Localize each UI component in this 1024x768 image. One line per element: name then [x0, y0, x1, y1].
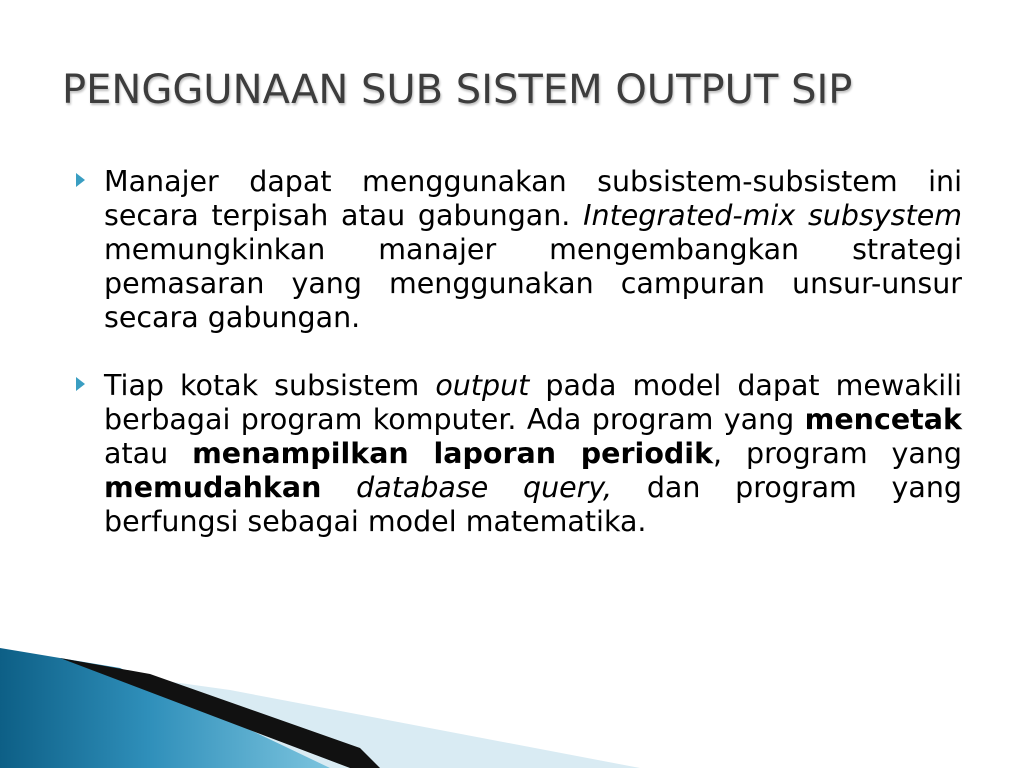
bullet-text-1 — [104, 165, 962, 335]
text-segment: database query, — [356, 471, 613, 504]
text-segment: , program yang — [713, 437, 962, 470]
bullet-item-2 — [72, 369, 962, 539]
text-segment: output — [435, 369, 530, 402]
text-segment: mencetak — [804, 403, 962, 436]
text-segment: memungkinkan manajer mengembangkan strategi pemasaran yang menggunakan campuran unsur-unsur secara gabungan. — [104, 233, 962, 334]
text-segment: Manajer dapat menggunakan subsistem-subsistem ini secara terpisah atau gabungan. — [104, 165, 962, 232]
text-segment — [321, 471, 356, 504]
slide-title: PENGGUNAAN SUB SISTEM OUTPUT SIP — [62, 67, 853, 113]
text-segment: pada model dapat mewakili berbagai program komputer. Ada program yang — [104, 369, 962, 436]
bullet-arrow-icon — [76, 377, 85, 391]
text-segment: atau — [104, 437, 193, 470]
bullet-text-2 — [104, 369, 962, 539]
bullet-arrow-icon — [76, 173, 85, 187]
bullet-list — [72, 165, 962, 573]
text-segment: menampilkan laporan periodik — [192, 437, 714, 470]
bullet-item-1 — [72, 165, 962, 335]
text-segment: Tiap kotak subsistem — [104, 369, 436, 402]
text-segment: memudahkan — [104, 471, 322, 504]
text-segment: dan program yang berfungsi sebagai model matematika. — [104, 471, 963, 538]
text-segment: Integrated-mix subsystem — [583, 199, 962, 232]
